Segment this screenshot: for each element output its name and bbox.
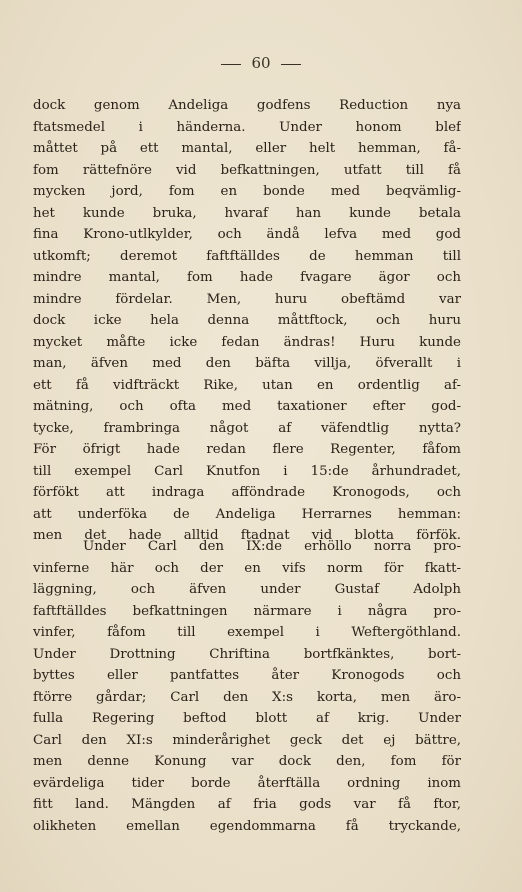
text-line: byttes eller pantfattes åter Kronogods och bbox=[33, 668, 461, 683]
text-line: läggning, och äfven under Gustaf Adolph bbox=[33, 582, 461, 597]
text-line: fom rättefnöre vid befkattningen, utfatt till få bbox=[33, 162, 461, 178]
text-line: För öfrigt hade redan flere Regenter, fåfom bbox=[33, 442, 461, 457]
text-line: men det hade alltid ftadnat vid blotta förfök. bbox=[33, 528, 461, 543]
paragraph-2 bbox=[33, 536, 461, 837]
text-line: fina Krono-utlkylder, och ändå lefva med god bbox=[33, 227, 461, 242]
text-line: olikheten emellan egendommarna få tryckande, bbox=[33, 818, 461, 834]
text-line: mycket måfte icke fedan ändras! Huru kunde bbox=[33, 334, 461, 350]
text-line: fitt land. Mängden af fria gods var få ftor, bbox=[33, 797, 461, 812]
text-line: till exempel Carl Knutfon i 15:de århundradet, bbox=[33, 463, 461, 479]
text-line: måttet på ett mantal, eller helt hemman, få- bbox=[33, 141, 461, 156]
text-line: faftftälldes befkattningen närmare i några pro- bbox=[33, 603, 461, 619]
text-line: dock icke hela denna måttftock, och huru bbox=[33, 313, 461, 328]
text-line: fulla Regering beftod blott af krig. Under bbox=[33, 711, 461, 726]
text-line: dock genom Andeliga godfens Reduction nya bbox=[33, 98, 461, 113]
page-header bbox=[0, 54, 522, 72]
text-line: ftörre gårdar; Carl den X:s korta, men äro- bbox=[33, 689, 461, 705]
text-line: Carl den XI:s minderårighet geck det ej bättre, bbox=[33, 732, 461, 748]
text-line: mycken jord, fom en bonde med beqvämlig- bbox=[33, 184, 461, 199]
text-line: utkomft; deremot faftftälldes de hemman till bbox=[33, 248, 461, 264]
text-line: het kunde bruka, hvaraf han kunde betala bbox=[33, 205, 461, 221]
text-line: mindre fördelar. Men, huru obeftämd var bbox=[33, 291, 461, 307]
paragraph-1 bbox=[33, 95, 461, 547]
text-line: vinferne här och der en vifs norm för fkatt- bbox=[33, 560, 461, 576]
text-line: förfökt att indraga afföndrade Kronogods, och bbox=[33, 485, 461, 500]
header-dash-left bbox=[221, 64, 241, 65]
text-line: vinfer, fåfom till exempel i Weftergöthland. bbox=[33, 625, 461, 640]
text-line: mätning, och ofta med taxationer efter god- bbox=[33, 399, 461, 414]
text-line: men denne Konung var dock den, fom för bbox=[33, 754, 461, 769]
text-line: tycke, frambringa något af väfendtlig nytta? bbox=[33, 420, 461, 436]
text-line: Under Carl den IX:de erhöllo norra pro- bbox=[83, 539, 461, 554]
page-number: 60 bbox=[251, 54, 271, 72]
text-line: man, äfven med den bäfta villja, öfverallt i bbox=[33, 356, 461, 371]
header-dash-right bbox=[281, 64, 301, 65]
text-line: evärdeliga tider borde återftälla ordning inom bbox=[33, 775, 461, 791]
text-line: ftatsmedel i händerna. Under honom blef bbox=[33, 119, 461, 135]
text-line: mindre mantal, fom hade fvagare ägor och bbox=[33, 270, 461, 285]
text-line: att underföka de Andeliga Herrarnes hemman: bbox=[33, 506, 461, 522]
text-line: Under Drottning Chriftina bortfkänktes, bort- bbox=[33, 646, 461, 662]
text-line: ett få vidfträckt Rike, utan en ordentlig af- bbox=[33, 377, 461, 393]
